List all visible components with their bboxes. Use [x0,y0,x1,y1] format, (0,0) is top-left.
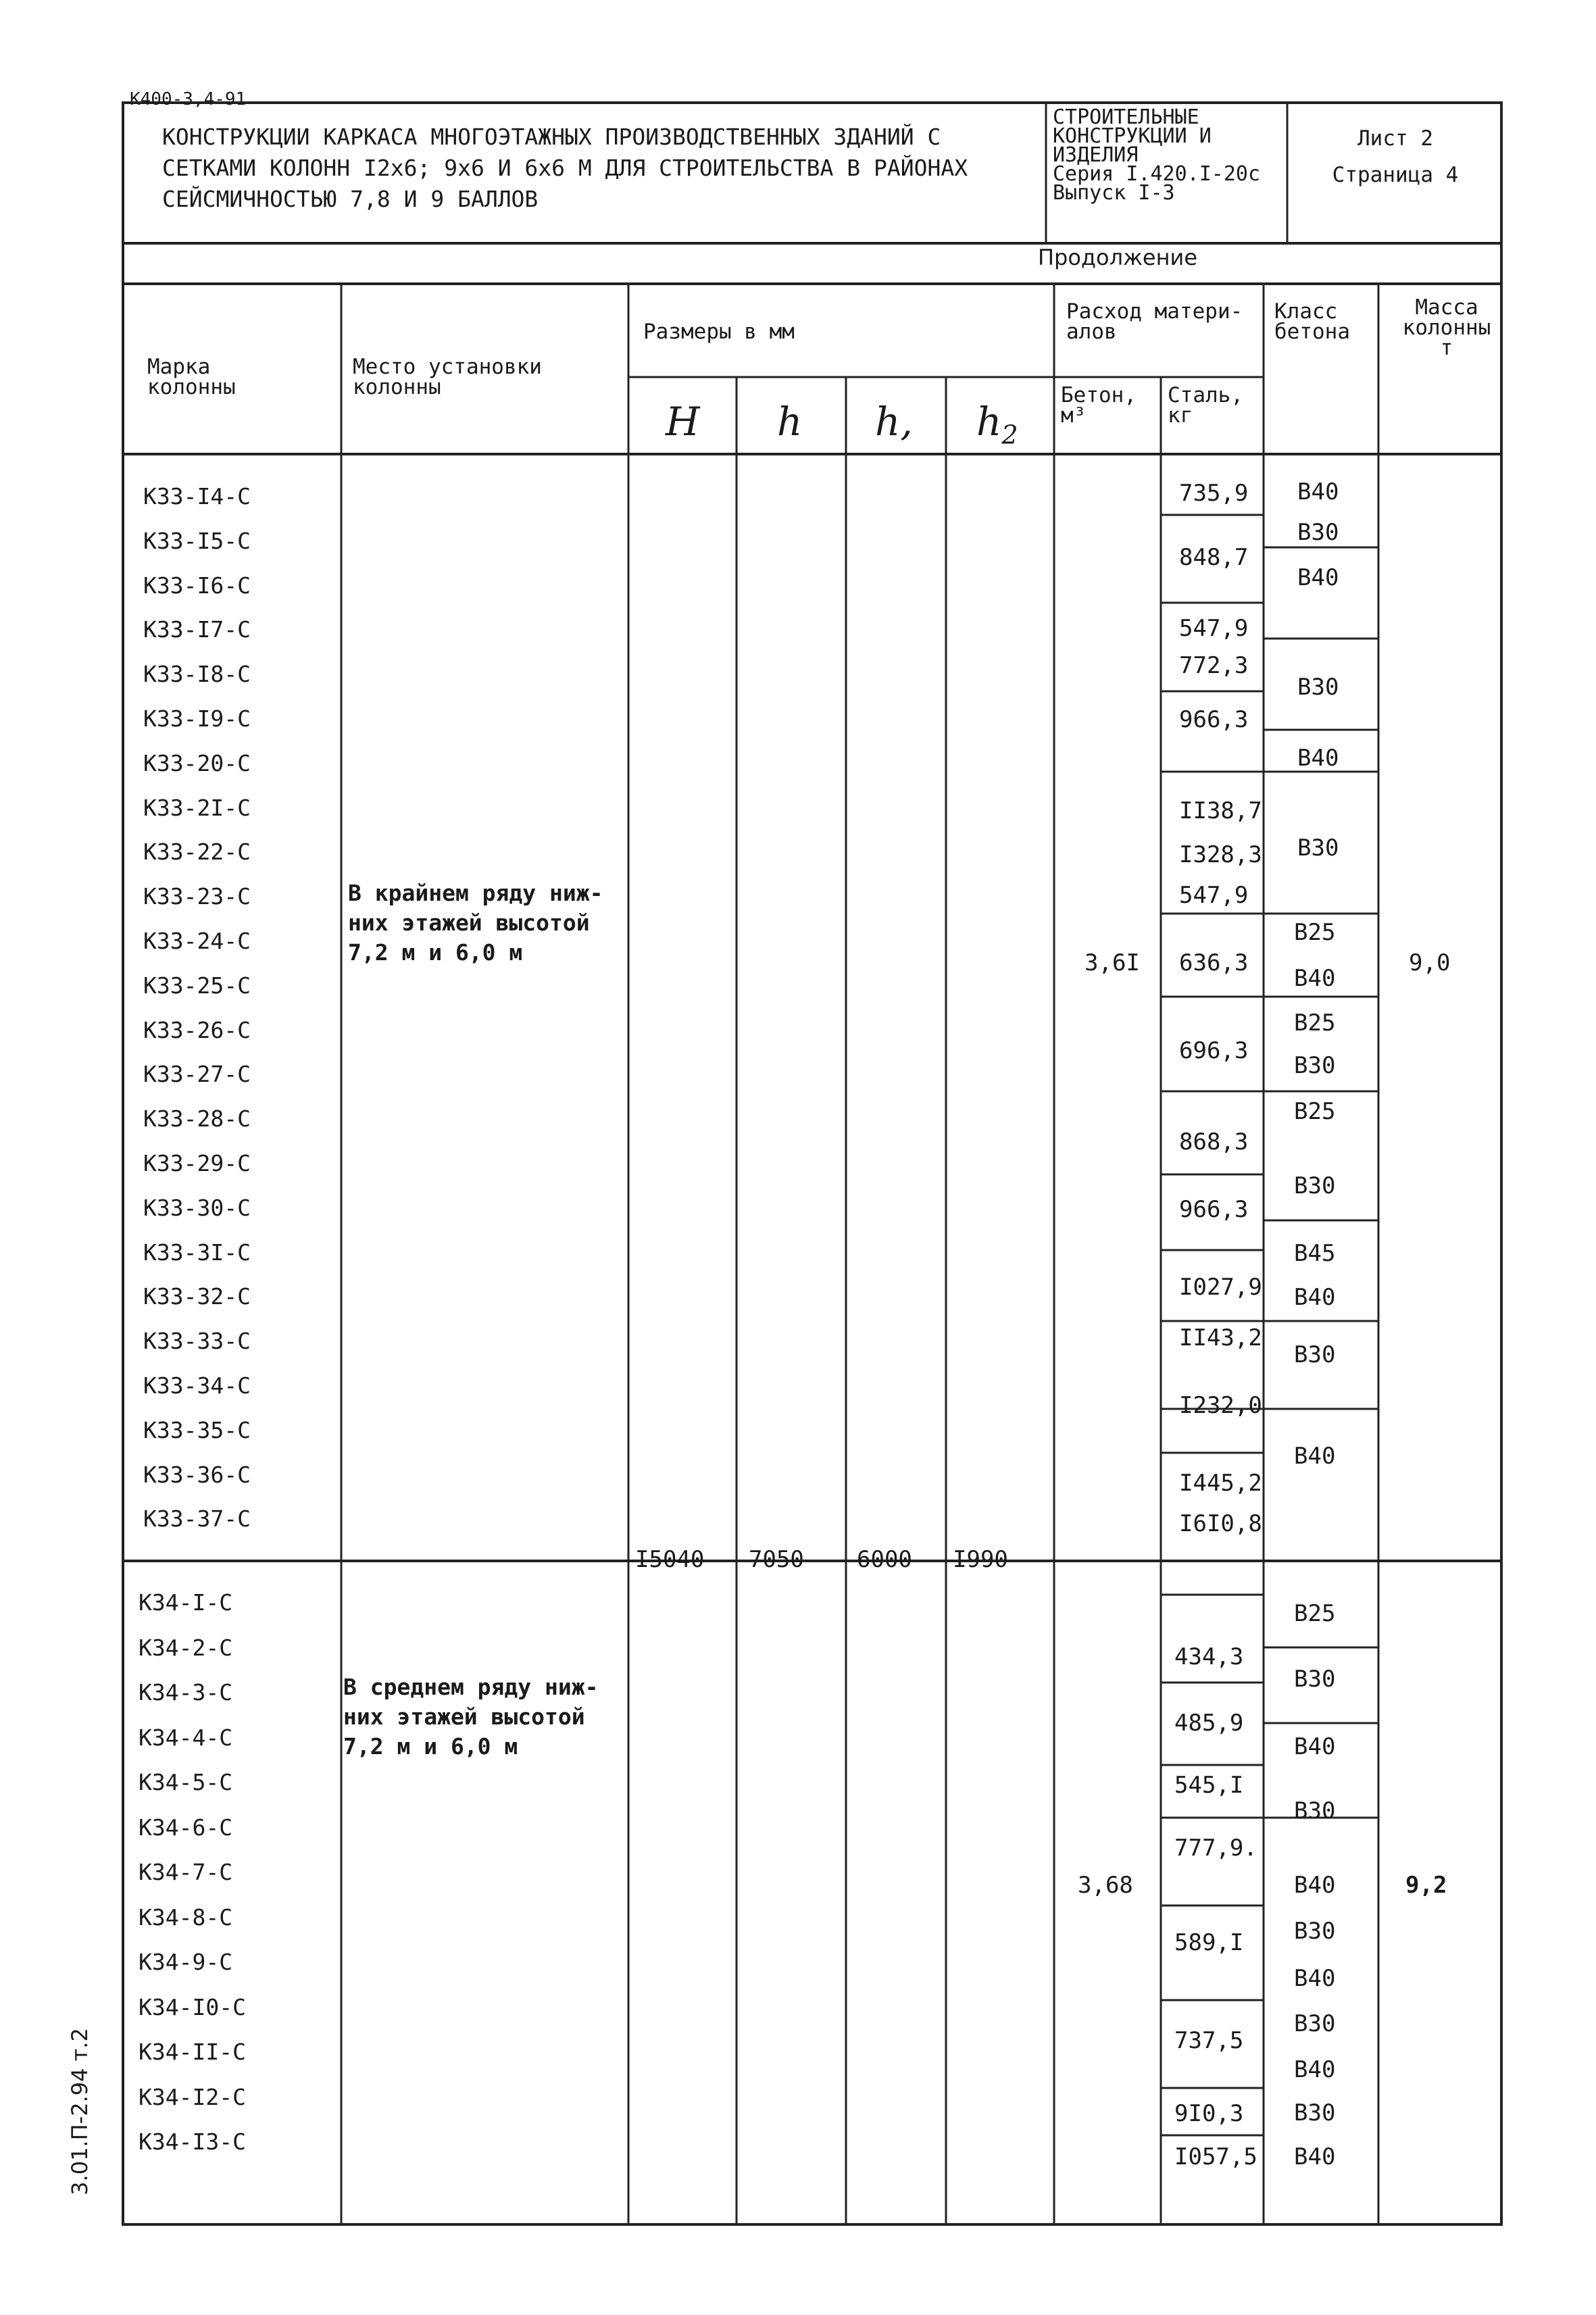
concrete-class: В40 [1294,1284,1336,1311]
column-mark: К34-6-С [139,1814,233,1841]
column-mark: К34-I2-С [139,2083,246,2110]
group2-place [343,1672,599,1762]
steel-value: 9I0,3 [1174,2100,1244,2127]
header-h2 [976,399,1018,450]
group1-concrete: 3,6I [1084,949,1140,976]
column-mark: К34-I0-С [139,1993,246,2020]
concrete-class: В30 [1294,1918,1336,1945]
column-mark: К34-2-С [139,1634,233,1661]
concrete-class: В30 [1294,1666,1336,1693]
column-mark: К34-3-С [139,1679,233,1706]
column-mark: К33-27-С [143,1061,251,1088]
header-text: Бетон, [1061,383,1137,407]
column-mark: К33-28-С [143,1105,251,1132]
steel-value: 485,9 [1174,1710,1244,1737]
header-text: м³ [1061,403,1087,428]
header-steel [1168,385,1243,426]
concrete-class: В40 [1294,1733,1336,1760]
header-h2-sub: 2 [1001,420,1018,450]
header-h2-text: h [976,399,1002,445]
concrete-class: В30 [1294,2010,1336,2037]
steel-value: I6I0,8 [1179,1510,1262,1537]
steel-value: 868,3 [1179,1128,1249,1155]
column-mark: К34-4-С [139,1724,233,1751]
steel-value: 737,5 [1174,2027,1244,2054]
concrete-class: В40 [1294,965,1336,992]
column-mark: К33-37-С [143,1505,251,1533]
column-mark: К34-I-С [139,1589,233,1616]
steel-value: 735,9 [1179,480,1249,507]
column-mark: К34-II-С [139,2039,246,2065]
sheet-info [1291,120,1500,193]
column-mark: К33-26-С [143,1016,251,1043]
concrete-class: В30 [1297,674,1339,701]
column-mark: К33-I7-С [143,616,251,643]
column-mark: К33-I9-С [143,705,251,732]
group1-place [348,878,603,968]
group1-mass: 9,0 [1409,949,1451,976]
size-h2: I990 [953,1546,1008,1573]
column-mark: К33-I5-С [143,527,251,554]
title-line: СЕТКАМИ КОЛОНН I2х6; 9х6 И 6х6 М ДЛЯ СТРОИТЕЛЬСТВА В РАЙОНАХ [162,155,968,181]
place-line: них этажей высотой [348,910,590,936]
steel-value: I027,9 [1179,1274,1262,1301]
header-sizes: Размеры в мм [643,320,795,344]
steel-value: II43,2 [1179,1324,1262,1351]
concrete-class: В30 [1294,1341,1336,1368]
column-mark: К33-33-С [143,1328,251,1355]
page-number: Страница 4 [1332,163,1459,187]
header-consumption [1066,301,1243,342]
steel-value: 545,I [1174,1772,1244,1799]
concrete-class: В30 [1297,519,1339,546]
column-mark: К33-30-С [143,1194,251,1221]
steel-value: 696,3 [1179,1037,1249,1064]
column-mark: К33-I6-С [143,572,251,599]
column-mark: К33-I8-С [143,661,251,688]
series-line: КОНСТРУКЦИИ И [1053,124,1212,148]
header-mark [147,357,236,397]
steel-value: 772,3 [1179,652,1249,679]
header-mass [1389,297,1504,358]
steel-value: 966,3 [1179,1196,1249,1223]
header-text: колонны [1402,316,1491,340]
steel-value: I328,3 [1179,841,1262,868]
concrete-class: В30 [1294,1797,1336,1824]
concrete-class: В40 [1294,1872,1336,1899]
column-mark: К33-20-С [143,749,251,776]
concrete-class: В45 [1294,1240,1336,1267]
header-place [353,357,542,397]
column-mark: К33-29-С [143,1150,251,1176]
steel-value: I057,5 [1174,2143,1257,2170]
header-h1: h, [875,399,913,445]
series-line: ИЗДЕЛИЯ [1053,143,1139,167]
concrete-class: В40 [1294,2056,1336,2083]
steel-value: 547,9 [1179,882,1249,909]
concrete-class: В25 [1294,919,1336,946]
header-text: Расход матери- [1066,299,1243,324]
column-mark: К33-2I-С [143,794,251,821]
sheet-number: Лист 2 [1357,126,1433,151]
header-text: т [1440,336,1453,360]
title-line: КОНСТРУКЦИИ КАРКАСА МНОГОЭТАЖНЫХ ПРОИЗВОДСТВЕННЫХ ЗДАНИЙ С [162,124,941,150]
series-line: Выпуск I-3 [1053,181,1175,205]
concrete-class: В40 [1297,478,1339,505]
column-mark: К33-34-С [143,1372,251,1399]
place-line: В среднем ряду ниж- [343,1674,599,1700]
concrete-class: В40 [1297,564,1339,591]
column-mark: К33-25-С [143,972,251,999]
column-mark: К33-I4-С [143,483,251,509]
header-concrete [1061,385,1137,426]
series-info [1053,105,1286,205]
size-h1: 6000 [857,1546,912,1573]
column-mark: К34-7-С [139,1859,233,1885]
header-text: бетона [1274,320,1350,344]
concrete-class: В25 [1294,1600,1336,1627]
steel-value: 636,3 [1179,949,1249,976]
concrete-class: В40 [1294,1443,1336,1470]
place-line: В крайнем ряду ниж- [348,880,603,906]
place-line: 7,2 м и 6,0 м [348,939,523,966]
header-h: h [777,399,803,445]
header-text: Место установки [353,355,542,379]
column-mark: К33-36-С [143,1461,251,1488]
steel-value: 589,I [1174,1929,1244,1956]
steel-value: 966,3 [1179,706,1249,733]
header-text: колонны [353,375,441,399]
column-mark: К33-35-С [143,1416,251,1443]
concrete-class: В40 [1294,1965,1336,1992]
column-mark: К33-3I-С [143,1239,251,1266]
steel-value: 848,7 [1179,544,1249,571]
header-text: Класс [1274,299,1338,324]
header-text: Сталь, [1168,383,1243,407]
header-H: H [666,399,700,445]
column-mark: К33-24-С [143,928,251,954]
column-mark: К34-I3-С [139,2129,246,2155]
side-stamp: 3.01.П-2.94 т.2 [67,2028,93,2195]
continuation-label: Продолжение [1037,245,1197,270]
concrete-class: В30 [1294,1052,1336,1079]
concrete-class: В30 [1294,2099,1336,2126]
header-text: Масса [1415,295,1478,320]
steel-value: I232,0 [1179,1392,1262,1419]
column-mark: К33-32-С [143,1283,251,1310]
group2-mass: 9,2 [1405,1872,1447,1899]
concrete-class: В30 [1297,835,1339,862]
series-line: Серия I.420.I-20с [1053,162,1261,186]
column-mark: К34-9-С [139,1949,233,1975]
steel-value: 547,9 [1179,615,1249,642]
header-text: кг [1168,403,1193,428]
concrete-class: В25 [1294,1010,1336,1037]
concrete-class: В25 [1294,1098,1336,1125]
column-mark: К34-8-С [139,1903,233,1931]
document-code: К400-3,4-91 [130,89,247,109]
concrete-class: В40 [1297,745,1339,772]
steel-value: I445,2 [1179,1470,1262,1497]
steel-value: 777,9. [1174,1835,1257,1862]
column-mark: К33-22-С [143,839,251,866]
header-text: Марка [147,355,211,379]
column-mark: К33-23-С [143,883,251,910]
concrete-class: В30 [1294,1172,1336,1199]
series-line: СТРОИТЕЛЬНЫЕ [1053,105,1199,129]
column-mark: К34-5-С [139,1769,233,1795]
place-line: 7,2 м и 6,0 м [343,1733,518,1760]
steel-value: II38,7 [1179,797,1262,824]
place-line: них этажей высотой [343,1703,585,1730]
steel-value: 434,3 [1174,1643,1244,1670]
group2-concrete: 3,68 [1078,1872,1133,1899]
size-h: 7050 [749,1546,804,1573]
header-class [1274,301,1350,342]
title-line: СЕЙСМИЧНОСТЬЮ 7,8 И 9 БАЛЛОВ [162,186,539,212]
size-H: I5040 [635,1546,705,1573]
header-text: алов [1066,320,1117,344]
header-text: колонны [147,375,236,399]
document-title [162,122,1041,215]
concrete-class: В40 [1294,2143,1336,2170]
